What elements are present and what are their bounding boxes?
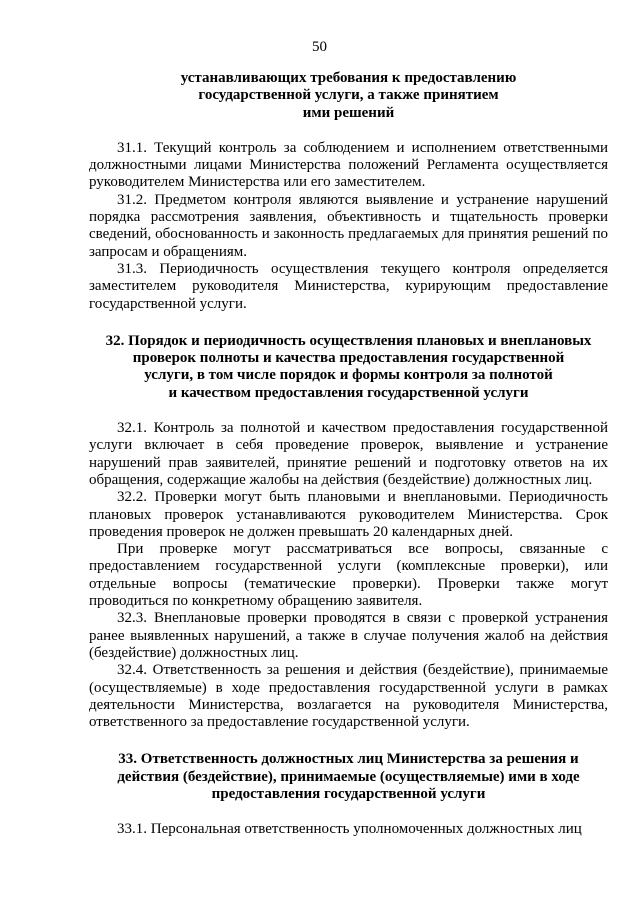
section-heading: [89, 333, 608, 402]
heading-line: действия (бездействие), принимаемые (осуществляемые) ими в ходе: [117, 768, 580, 785]
section-heading: [89, 751, 608, 803]
heading-line: 32. Порядок и периодичность осуществления плановых и внеплановых: [105, 332, 592, 349]
heading-line: проверок полноты и качества предоставления государственной: [132, 350, 565, 367]
paragraph: 32.4. Ответственность за решения и действия (бездействие), принимаемые (осуществляемые) в ходе предоставления государственной услуги в рамках деятельности Министерства, возлагается на руководителя Министерства, ответственного за предоставление государственной услуги.: [89, 662, 608, 731]
paragraph: 32.3. Внеплановые проверки проводятся в связи с проверкой устранения ранее выявленных нарушений, а также в случае получения жалоб на действия (бездействие) должностных лиц.: [89, 610, 608, 661]
paragraph: 32.2. Проверки могут быть плановыми и внеплановыми. Периодичность плановых проверок устанавливаются руководителем Министерства. Срок проведения проверок не должен превышать 20 календарных дней.: [89, 489, 608, 540]
paragraph: 31.2. Предметом контроля являются выявление и устранение нарушений порядка рассмотрения заявления, объективность и тщательность проверки сведений, обоснованность и законность предлагаемых для принятия решений по запросам и обращениям.: [89, 191, 608, 260]
section-heading: [89, 70, 608, 122]
paragraph: 32.1. Контроль за полнотой и качеством предоставления государственной услуги включает в себя проведение проверок, выявление и устранение нарушений прав заявителей, принятие решений и подготовку ответов на их обращения, содержащие жалобы на действия (бездействие) должностных лиц.: [89, 420, 608, 488]
heading-line: и качеством предоставления государственной услуги: [168, 384, 529, 401]
paragraph: При проверке могут рассматриваться все вопросы, связанные с предоставлением государственной услуги (комплексные проверки), или отдельные вопросы (тематические проверки). Проверки также могут проводиться по конкретному обращению заявителя.: [89, 541, 608, 610]
page-content: [89, 70, 608, 839]
heading-line: устанавливающих требования к предоставлению: [180, 70, 517, 86]
heading-line: государственной услуги, а также принятием: [198, 87, 499, 104]
heading-line: услуги, в том числе порядок и формы контроля за полнотой: [144, 367, 553, 384]
heading-line: 33. Ответственность должностных лиц Министерства за решения и: [118, 751, 579, 768]
heading-line: предоставления государственной услуги: [211, 785, 486, 802]
heading-line: ими решений: [302, 104, 395, 121]
page-number: 50: [312, 39, 327, 55]
paragraph: 31.3. Периодичность осуществления текущего контроля определяется заместителем руководителя Министерства, курирующим предоставление государственной услуги.: [89, 260, 608, 312]
paragraph: 31.1. Текущий контроль за соблюдением и исполнением ответственными должностными лицами Министерства положений Регламента осуществляется руководителем Министерства или его заместителем.: [89, 139, 608, 191]
paragraph: 33.1. Персональная ответственность уполномоченных должностных лиц: [117, 821, 582, 838]
